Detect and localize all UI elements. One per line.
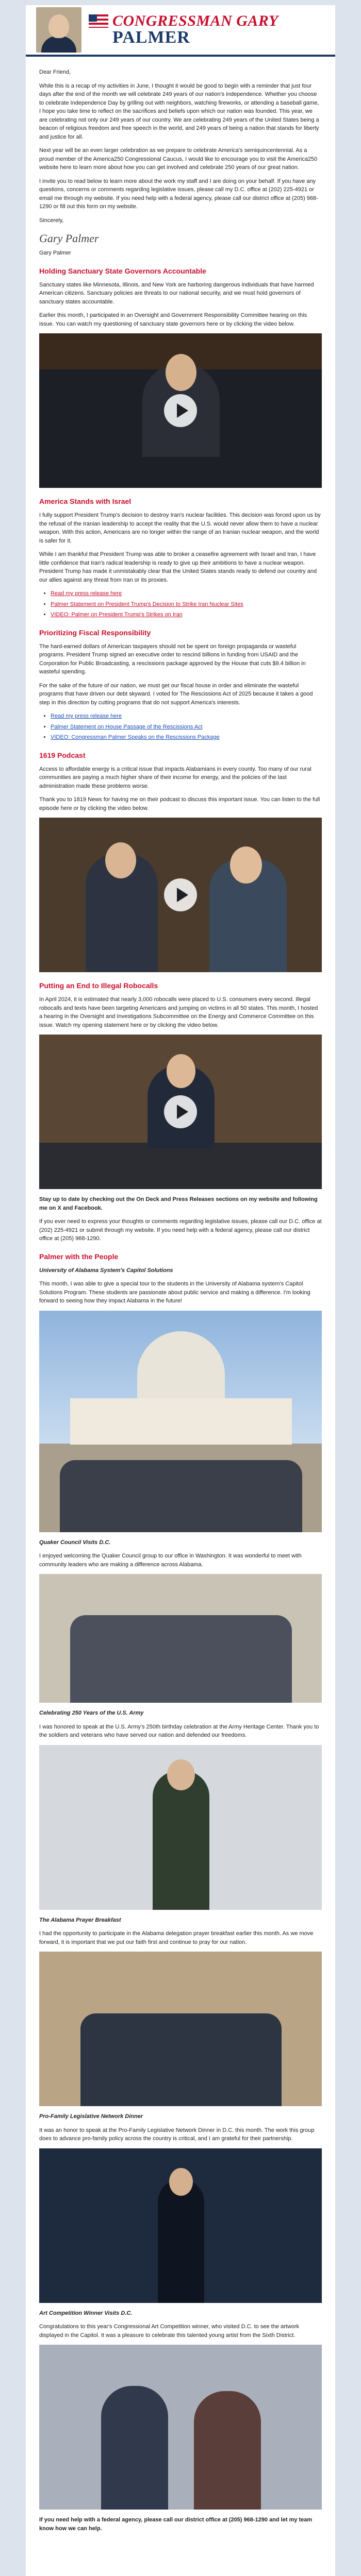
fiscal-link-1[interactable]: Read my press release here bbox=[51, 713, 122, 719]
people-paragraph-5: It was an honor to speak at the Pro-Family Legislative Network Dinner in D.C. this month. The work this group does to advance pro-family policy across the country is critical, and I am grateful for their partnership. bbox=[39, 2127, 315, 2142]
podcast-paragraph-2: Thank you to 1819 News for having me on their podcast to discuss this important issue. You can listen to the full episode here or by clicking the video below. bbox=[39, 796, 320, 811]
army-celebration-photo bbox=[39, 1745, 322, 1910]
israel-links bbox=[51, 589, 322, 619]
israel-paragraph-2: While I am thankful that President Trump was able to broker a ceasefire agreement with Israel and Iran, I have little confidence that Iran's radical leadership is ready to give up their ambitions to have a nuclear weapon. President Trump has made it unmistakably clear that the United States stands ready to defend our country and our allies against any threat from Iran or its proxies. bbox=[39, 551, 317, 583]
people-paragraph-3: I was honored to speak at the U.S. Army's 250th birthday celebration at the Army Heritage Center. Thank you to the soldiers and veterans who have served our nation and defended our freedoms. bbox=[39, 1723, 319, 1738]
people-closing: If you need help with a federal agency, please call our district office at (205) 968-1290 and let my team know how we can help. bbox=[39, 2517, 313, 2532]
people-subhead-1: University of Alabama System's Capitol Solutions bbox=[39, 1267, 173, 1274]
section-title-sanctuary: Holding Sanctuary State Governors Accountable bbox=[39, 266, 206, 275]
robocalls-paragraph-2: If you ever need to express your thoughts or comments regarding legislative issues, please call our D.C. office at (202) 225-4921 or submit through my website. If you need help with a federal agency, please call our district office at (205) 968-1290. bbox=[39, 1218, 322, 1242]
section-title-fiscal: Prioritizing Fiscal Responsibility bbox=[39, 628, 151, 637]
people-paragraph-2: I enjoyed welcoming the Quaker Council group to our office in Washington. It was wonderful to meet with community leaders who are making a difference across Alabama. bbox=[39, 1553, 302, 1568]
israel-paragraph-1: I fully support President Trump's decision to destroy Iran's nuclear facilities. This decision was forced upon us by the refusal of the Iranian leadership to accept the reality that the U.S. would never allow them to have a nuclear weapon. With this action, Americans are no longer within the range of an Iranian nuclear weapon, and the world is safer for it. bbox=[39, 512, 321, 544]
quaker-council-photo bbox=[39, 1574, 322, 1703]
brand-line-1: CONGRESSMAN GARY bbox=[112, 12, 278, 29]
closing: Sincerely, bbox=[39, 217, 64, 224]
fiscal-link-2[interactable]: Palmer Statement on House Passage of the Rescissions Act bbox=[51, 723, 203, 730]
robocalls-video[interactable] bbox=[39, 1035, 322, 1189]
newsletter-body bbox=[26, 57, 335, 2549]
email-sheet bbox=[26, 5, 335, 2576]
capitol-group-photo bbox=[39, 1311, 322, 1532]
section-title-israel: America Stands with Israel bbox=[39, 497, 132, 505]
intro-paragraph-3: I invite you to read below to learn more about the work my staff and I are doing on your behalf. If you have any questions, concerns or comments regarding legislative issues, please call my D.C. office at (202) 225-4921 or email me through my website. If you need help with a federal agency, please call our district office at (205) 968-1290 or fill out this form on my website. bbox=[39, 178, 318, 210]
congressman-portrait bbox=[36, 7, 81, 53]
robocalls-paragraph-1: In April 2024, it is estimated that nearly 3,000 robocalls were placed to U.S. consumers every second. Illegal robocalls and texts have been targeting Americans and jumping on victims in all 50 states. This month, I hosted a hearing in the Oversight and Investigations Subcommittee on the Energy and Commerce Committee on this issue. Watch my opening statement here or by clicking the video below. bbox=[39, 996, 318, 1028]
section-title-podcast: 1619 Podcast bbox=[39, 751, 86, 759]
art-competition-photo bbox=[39, 2345, 322, 2510]
people-subhead-6: Art Competition Winner Visits D.C. bbox=[39, 2310, 133, 2316]
brand-line-2: PALMER bbox=[112, 28, 190, 47]
sanctuary-paragraph-1: Sanctuary states like Minnesota, Illinois, and New York are harboring dangerous individuals that have harmed American citizens. Sanctuary policies are threats to our national security, and we must hold governors of sanctuary states accountable. bbox=[39, 281, 314, 305]
play-icon[interactable] bbox=[164, 394, 197, 427]
signer-name: Gary Palmer bbox=[39, 250, 71, 256]
email-header bbox=[26, 5, 335, 57]
prayer-breakfast-photo bbox=[39, 1952, 322, 2106]
podcast-video[interactable] bbox=[39, 818, 322, 972]
people-subhead-4: The Alabama Prayer Breakfast bbox=[39, 1917, 121, 1923]
fiscal-paragraph-2: For the sake of the future of our nation, we must get our fiscal house in order and eliminate the wasteful programs that have driven our debt skyward. I voted for The Rescissions Act of 2025 because it takes a good step in this direction by cutting programs that do not support America's interests. bbox=[39, 682, 313, 706]
israel-link-1[interactable]: Read my press release here bbox=[51, 590, 122, 597]
intro-paragraph-2: Next year will be an even larger celebration as we prepare to celebrate America's semiquincentennial. As a proud member of the America250 Congressional Caucus, I would like to encourage you to visit the America250 website here to learn more about how you can get involved and celebrate 250 years of our great nation. bbox=[39, 147, 318, 171]
section-title-robocalls: Putting an End to Illegal Robocalls bbox=[39, 981, 158, 990]
people-paragraph-6: Congratulations to this year's Congressional Art Competition winner, who visited D.C. to see the artwork displayed in the Capitol. It was a pleasure to celebrate this talented young artist from the Sixth District. bbox=[39, 2324, 300, 2338]
section-title-people: Palmer with the People bbox=[39, 1252, 119, 1261]
pro-family-dinner-photo bbox=[39, 2148, 322, 2303]
israel-link-2[interactable]: Palmer Statement on President Trump's Decision to Strike Iran Nuclear Sites bbox=[51, 601, 243, 607]
stay-updated-caption: Stay up to date by checking out the On Deck and Press Releases sections on my website and following me on X and Facebook. bbox=[39, 1196, 318, 1211]
intro-paragraph-1: While this is a recap of my activities in June, I thought it would be good to begin with a reminder that just four days after the end of the month we will celebrate 249 years of our nation's independence. Whether you choose to celebrate Independence Day by grilling out with neighbors, watching fireworks, or attending a baseball game, I hope you take time to reflect on the sacrifices and beliefs upon which our nation was founded. This year, we are celebrating not only our 249 years of our country. We are celebrating 249 years of the United States being a beacon of religious freedom and free speech in the world, and 249 years of being a nation that stands for liberty and justice for all. bbox=[39, 82, 319, 140]
people-subhead-2: Quaker Council Visits D.C. bbox=[39, 1539, 111, 1546]
flag-icon bbox=[89, 14, 108, 28]
sanctuary-video[interactable] bbox=[39, 333, 322, 488]
fiscal-links bbox=[51, 712, 322, 742]
signature: Gary Palmer bbox=[39, 232, 99, 245]
brand-logo bbox=[89, 12, 278, 47]
people-paragraph-1: This month, I was able to give a special tour to the students in the University of Alabama system's Capitol Solutions Program. These students are passionate about public service and making a difference. I'm looking forward to seeing how they impact Alabama in the future! bbox=[39, 1281, 310, 1304]
play-icon[interactable] bbox=[164, 878, 197, 911]
play-icon[interactable] bbox=[164, 1095, 197, 1128]
people-paragraph-4: I had the opportunity to participate in the Alabama delegation prayer breakfast earlier this month. As we move forward, it is important that we put our faith first and continue to pray for our nation. bbox=[39, 1930, 314, 1945]
israel-link-3[interactable]: VIDEO: Palmer on President Trump's Strikes on Iran bbox=[51, 612, 183, 618]
people-subhead-5: Pro-Family Legislative Network Dinner bbox=[39, 2113, 143, 2120]
sanctuary-paragraph-2: Earlier this month, I participated in an Oversight and Government Responsibility Committee hearing on this issue. You can watch my questioning of sanctuary state governors here or by clicking the video below. bbox=[39, 312, 307, 327]
greeting: Dear Friend, bbox=[39, 69, 71, 75]
podcast-paragraph-1: Access to affordable energy is a critical issue that impacts Alabamians in every county. Too many of our rural communities are paying a much higher share of their income for energy, and the policies of the last administration made these problems worse. bbox=[39, 766, 311, 789]
fiscal-link-3[interactable]: VIDEO: Congressman Palmer Speaks on the Rescissions Package bbox=[51, 734, 220, 740]
people-subhead-3: Celebrating 250 Years of the U.S. Army bbox=[39, 1710, 144, 1716]
fiscal-paragraph-1: The hard-earned dollars of American taxpayers should not be spent on foreign propaganda or wasteful programs. President Trump signed an executive order to rescind billions in funding from USAID and the Corporation for Public Broadcasting, a rescissions package approved by the House that cuts $9.4 billion in wasteful spending. bbox=[39, 643, 306, 675]
